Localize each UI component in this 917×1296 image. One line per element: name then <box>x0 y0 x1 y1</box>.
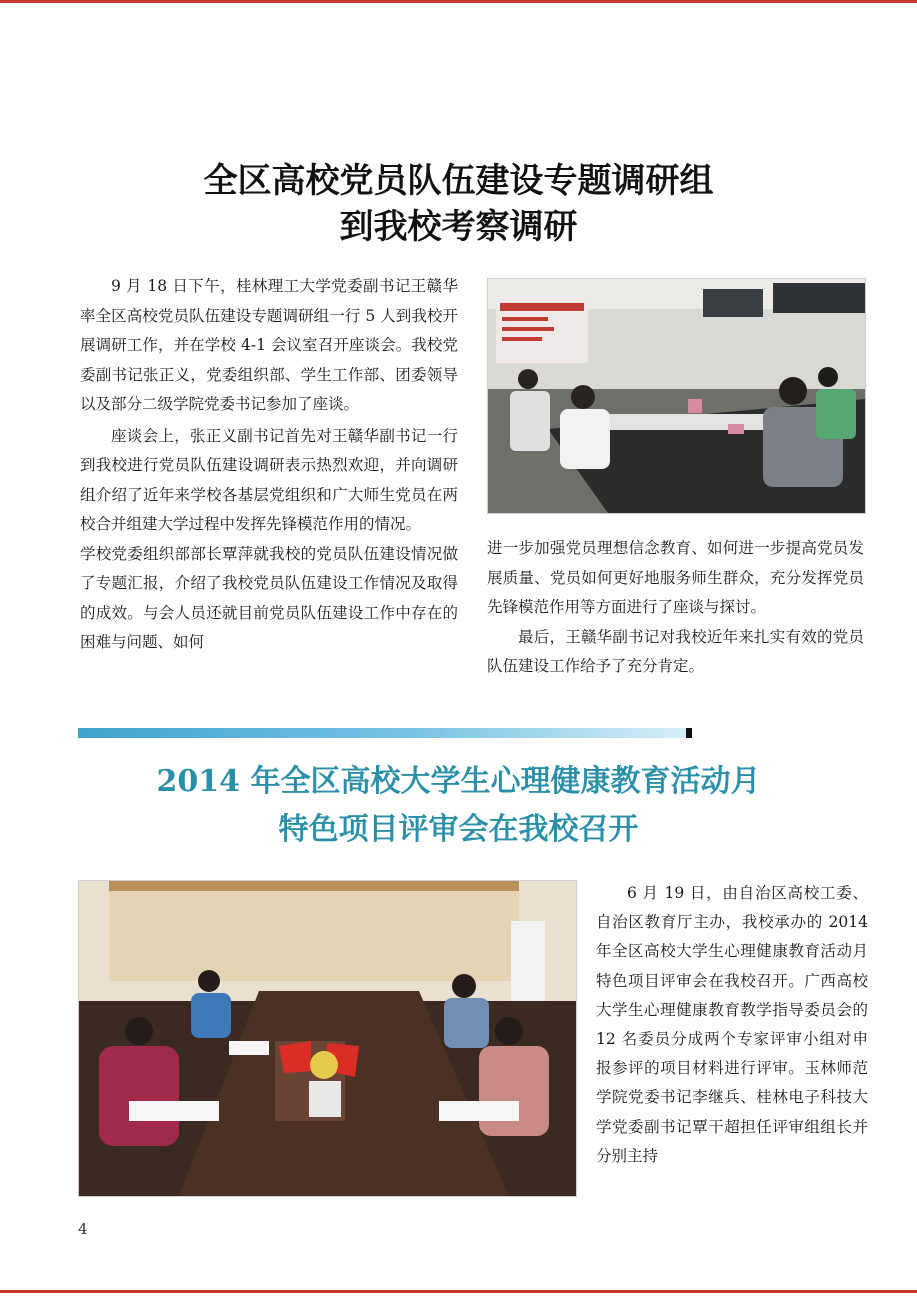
article1-paragraph-1: 9 月 18 日下午，桂林理工大学党委副书记王赣华率全区高校党员队伍建设专题调研组一行 5 人到我校开展调研工作，并在学校 4-1 会议室召开座谈会。我校党委副书记张正义，党委组织部、学生工作部、团委领导以及部分二级学院党委书记参加了座谈。 <box>80 277 458 413</box>
article1-paragraph-3: 学校党委组织部部长覃萍就我校的党员队伍建设情况做了专题汇报，介绍了我校党员队伍建设工作情况及取得的成效。与会人员还就目前党员队伍建设工作中存在的困难与问题、如何 <box>80 544 458 651</box>
article2-title-line2: 特色项目评审会在我校召开 <box>278 812 639 847</box>
section-divider-mark <box>686 728 692 738</box>
article1-title <box>0 158 917 250</box>
article1-paragraph-5: 最后，王赣华副书记对我校近年来扎实有效的党员队伍建设工作给予了充分肯定。 <box>487 627 864 675</box>
article1-right-column <box>487 534 864 682</box>
article1-title-line1: 全区高校党员队伍建设专题调研组 <box>203 161 714 201</box>
article2-right-column <box>596 879 868 1171</box>
article1-title-line2: 到我校考察调研 <box>339 207 578 247</box>
section-divider <box>78 728 690 738</box>
article1-meeting-photo <box>487 278 866 514</box>
article1-left-column <box>80 272 458 658</box>
top-rule <box>0 0 917 3</box>
page-number: 4 <box>78 1220 88 1238</box>
article1-paragraph-2: 座谈会上，张正义副书记首先对王赣华副书记一行到我校进行党员队伍建设调研表示热烈欢迎，并向调研组介绍了近年来学校各基层党组织和广大师生党员在两校合并组建大学过程中发挥先锋模范作用的情况。 <box>80 426 458 533</box>
article2-paragraph-1: 6 月 19 日，由自治区高校工委、自治区教育厅主办，我校承办的 2014 年全区高校大学生心理健康教育活动月特色项目评审会在我校召开。广西高校大学生心理健康教育教学指导委员会的 12 名委员分成两个专家评审小组对申报参评的项目材料进行评审。玉林师范学院党委书记李继兵、桂林电子科技大学党委副书记覃干超担任评审组组长并分别主持 <box>596 884 868 1165</box>
bottom-rule <box>0 1290 917 1293</box>
article2-title <box>0 758 917 854</box>
article2-title-line1: 2014 年全区高校大学生心理健康教育活动月 <box>156 764 761 799</box>
article2-meeting-photo <box>78 880 577 1197</box>
article1-paragraph-4: 进一步加强党员理想信念教育、如何进一步提高党员发展质量、党员如何更好地服务师生群众，充分发挥党员先锋模范作用等方面进行了座谈与探讨。 <box>487 539 864 616</box>
